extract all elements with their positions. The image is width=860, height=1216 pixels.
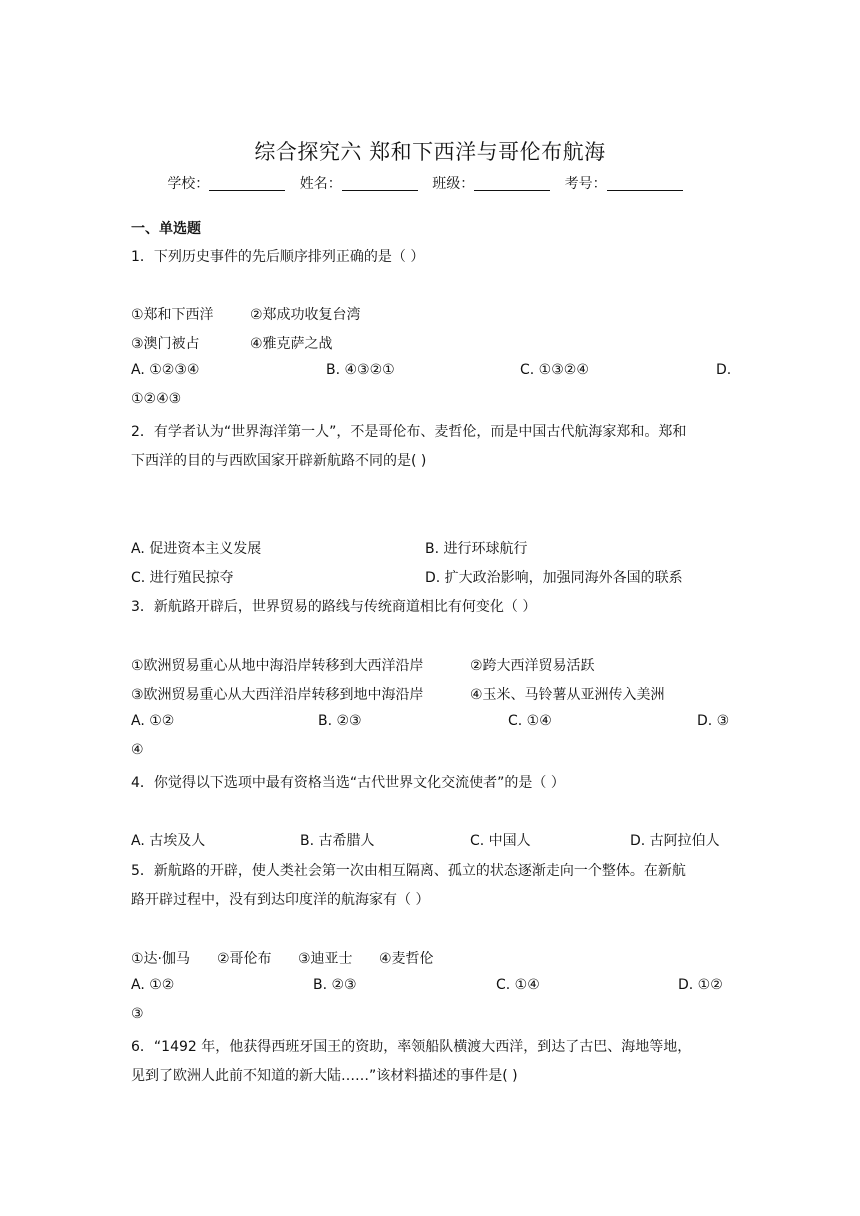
- q3-stem: 3．新航路开辟后，世界贸易的路线与传统商道相比有何变化（ ）: [131, 599, 537, 615]
- q1-item-4: ④雅克萨之战: [250, 336, 333, 352]
- class-blank[interactable]: [474, 176, 550, 191]
- q4-option-c[interactable]: C. 中国人: [470, 833, 531, 849]
- school-label: 学校：: [167, 176, 210, 192]
- q5-stem-line2: 路开辟过程中，没有到达印度洋的航海家有（ ）: [131, 892, 430, 908]
- q1-stem: 1．下列历史事件的先后顺序排列正确的是（ ）: [131, 249, 425, 265]
- q3-item-3: ③欧洲贸易重心从大西洋沿岸转移到地中海沿岸: [131, 687, 424, 703]
- q4-option-a[interactable]: A. 古埃及人: [131, 833, 206, 849]
- q1-option-d-cont: ①②④③: [131, 391, 182, 407]
- q2-option-a[interactable]: A. 促进资本主义发展: [131, 541, 262, 557]
- q5-option-b[interactable]: B. ②③: [313, 977, 357, 993]
- q3-option-b[interactable]: B. ②③: [318, 713, 362, 729]
- section-heading: 一、单选题: [131, 221, 201, 237]
- q3-item-1: ①欧洲贸易重心从地中海沿岸转移到大西洋沿岸: [131, 658, 424, 674]
- q1-item-1: ①郑和下西洋: [131, 307, 214, 323]
- q5-option-c[interactable]: C. ①④: [496, 977, 540, 993]
- q1-option-c[interactable]: C. ①③②④: [520, 362, 589, 378]
- q5-option-d-cont: ③: [131, 1006, 144, 1022]
- q3-option-d[interactable]: D. ③: [697, 713, 730, 729]
- q4-option-b[interactable]: B. 古希腊人: [300, 833, 375, 849]
- exam-no-blank[interactable]: [607, 176, 683, 191]
- q3-option-a[interactable]: A. ①②: [131, 713, 175, 729]
- q3-option-c[interactable]: C. ①④: [508, 713, 552, 729]
- q1-item-2: ②郑成功收复台湾: [250, 307, 361, 323]
- name-blank[interactable]: [342, 176, 418, 191]
- q5-option-d[interactable]: D. ①②: [678, 977, 723, 993]
- page-title: 综合探究六 郑和下西洋与哥伦布航海: [254, 140, 606, 164]
- name-label: 姓名：: [299, 176, 342, 192]
- q1-option-d[interactable]: D.: [716, 362, 732, 378]
- q5-item-1: ①达·伽马: [131, 951, 191, 967]
- student-info-row: [0, 173, 860, 193]
- q1-option-b[interactable]: B. ④③②①: [326, 362, 395, 378]
- q3-item-4: ④玉米、马铃薯从亚洲传入美洲: [470, 687, 665, 703]
- q5-item-3: ③迪亚士: [298, 951, 353, 967]
- exam-no-label: 考号：: [564, 176, 607, 192]
- q3-option-d-cont: ④: [131, 742, 144, 758]
- q2-stem-line1: 2．有学者认为“世界海洋第一人”，不是哥伦布、麦哲伦，而是中国古代航海家郑和。郑和: [131, 424, 687, 440]
- q6-stem-line2: 见到了欧洲人此前不知道的新大陆……”该材料描述的事件是( ): [131, 1068, 518, 1084]
- q2-option-d[interactable]: D. 扩大政治影响，加强同海外各国的联系: [425, 570, 683, 586]
- q6-stem-line1: 6．“1492 年，他获得西班牙国王的资助，率领船队横渡大西洋，到达了古巴、海地等地，: [131, 1039, 692, 1055]
- q5-stem-line1: 5．新航路的开辟，使人类社会第一次由相互隔离、孤立的状态逐渐走向一个整体。在新航: [131, 863, 686, 879]
- class-label: 班级：: [432, 176, 475, 192]
- q4-option-d[interactable]: D. 古阿拉伯人: [630, 833, 720, 849]
- q3-item-2: ②跨大西洋贸易活跃: [470, 658, 595, 674]
- q5-option-a[interactable]: A. ①②: [131, 977, 175, 993]
- school-blank[interactable]: [209, 176, 285, 191]
- q2-option-c[interactable]: C. 进行殖民掠夺: [131, 570, 234, 586]
- q1-item-3: ③澳门被占: [131, 336, 200, 352]
- q5-item-4: ④麦哲伦: [379, 951, 434, 967]
- q2-stem-line2: 下西洋的目的与西欧国家开辟新航路不同的是( ): [131, 453, 427, 469]
- q2-option-b[interactable]: B. 进行环球航行: [425, 541, 528, 557]
- q5-item-2: ②哥伦布: [217, 951, 272, 967]
- q4-stem: 4．你觉得以下选项中最有资格当选“古代世界文化交流使者”的是（ ）: [131, 775, 565, 791]
- q1-option-a[interactable]: A. ①②③④: [131, 362, 200, 378]
